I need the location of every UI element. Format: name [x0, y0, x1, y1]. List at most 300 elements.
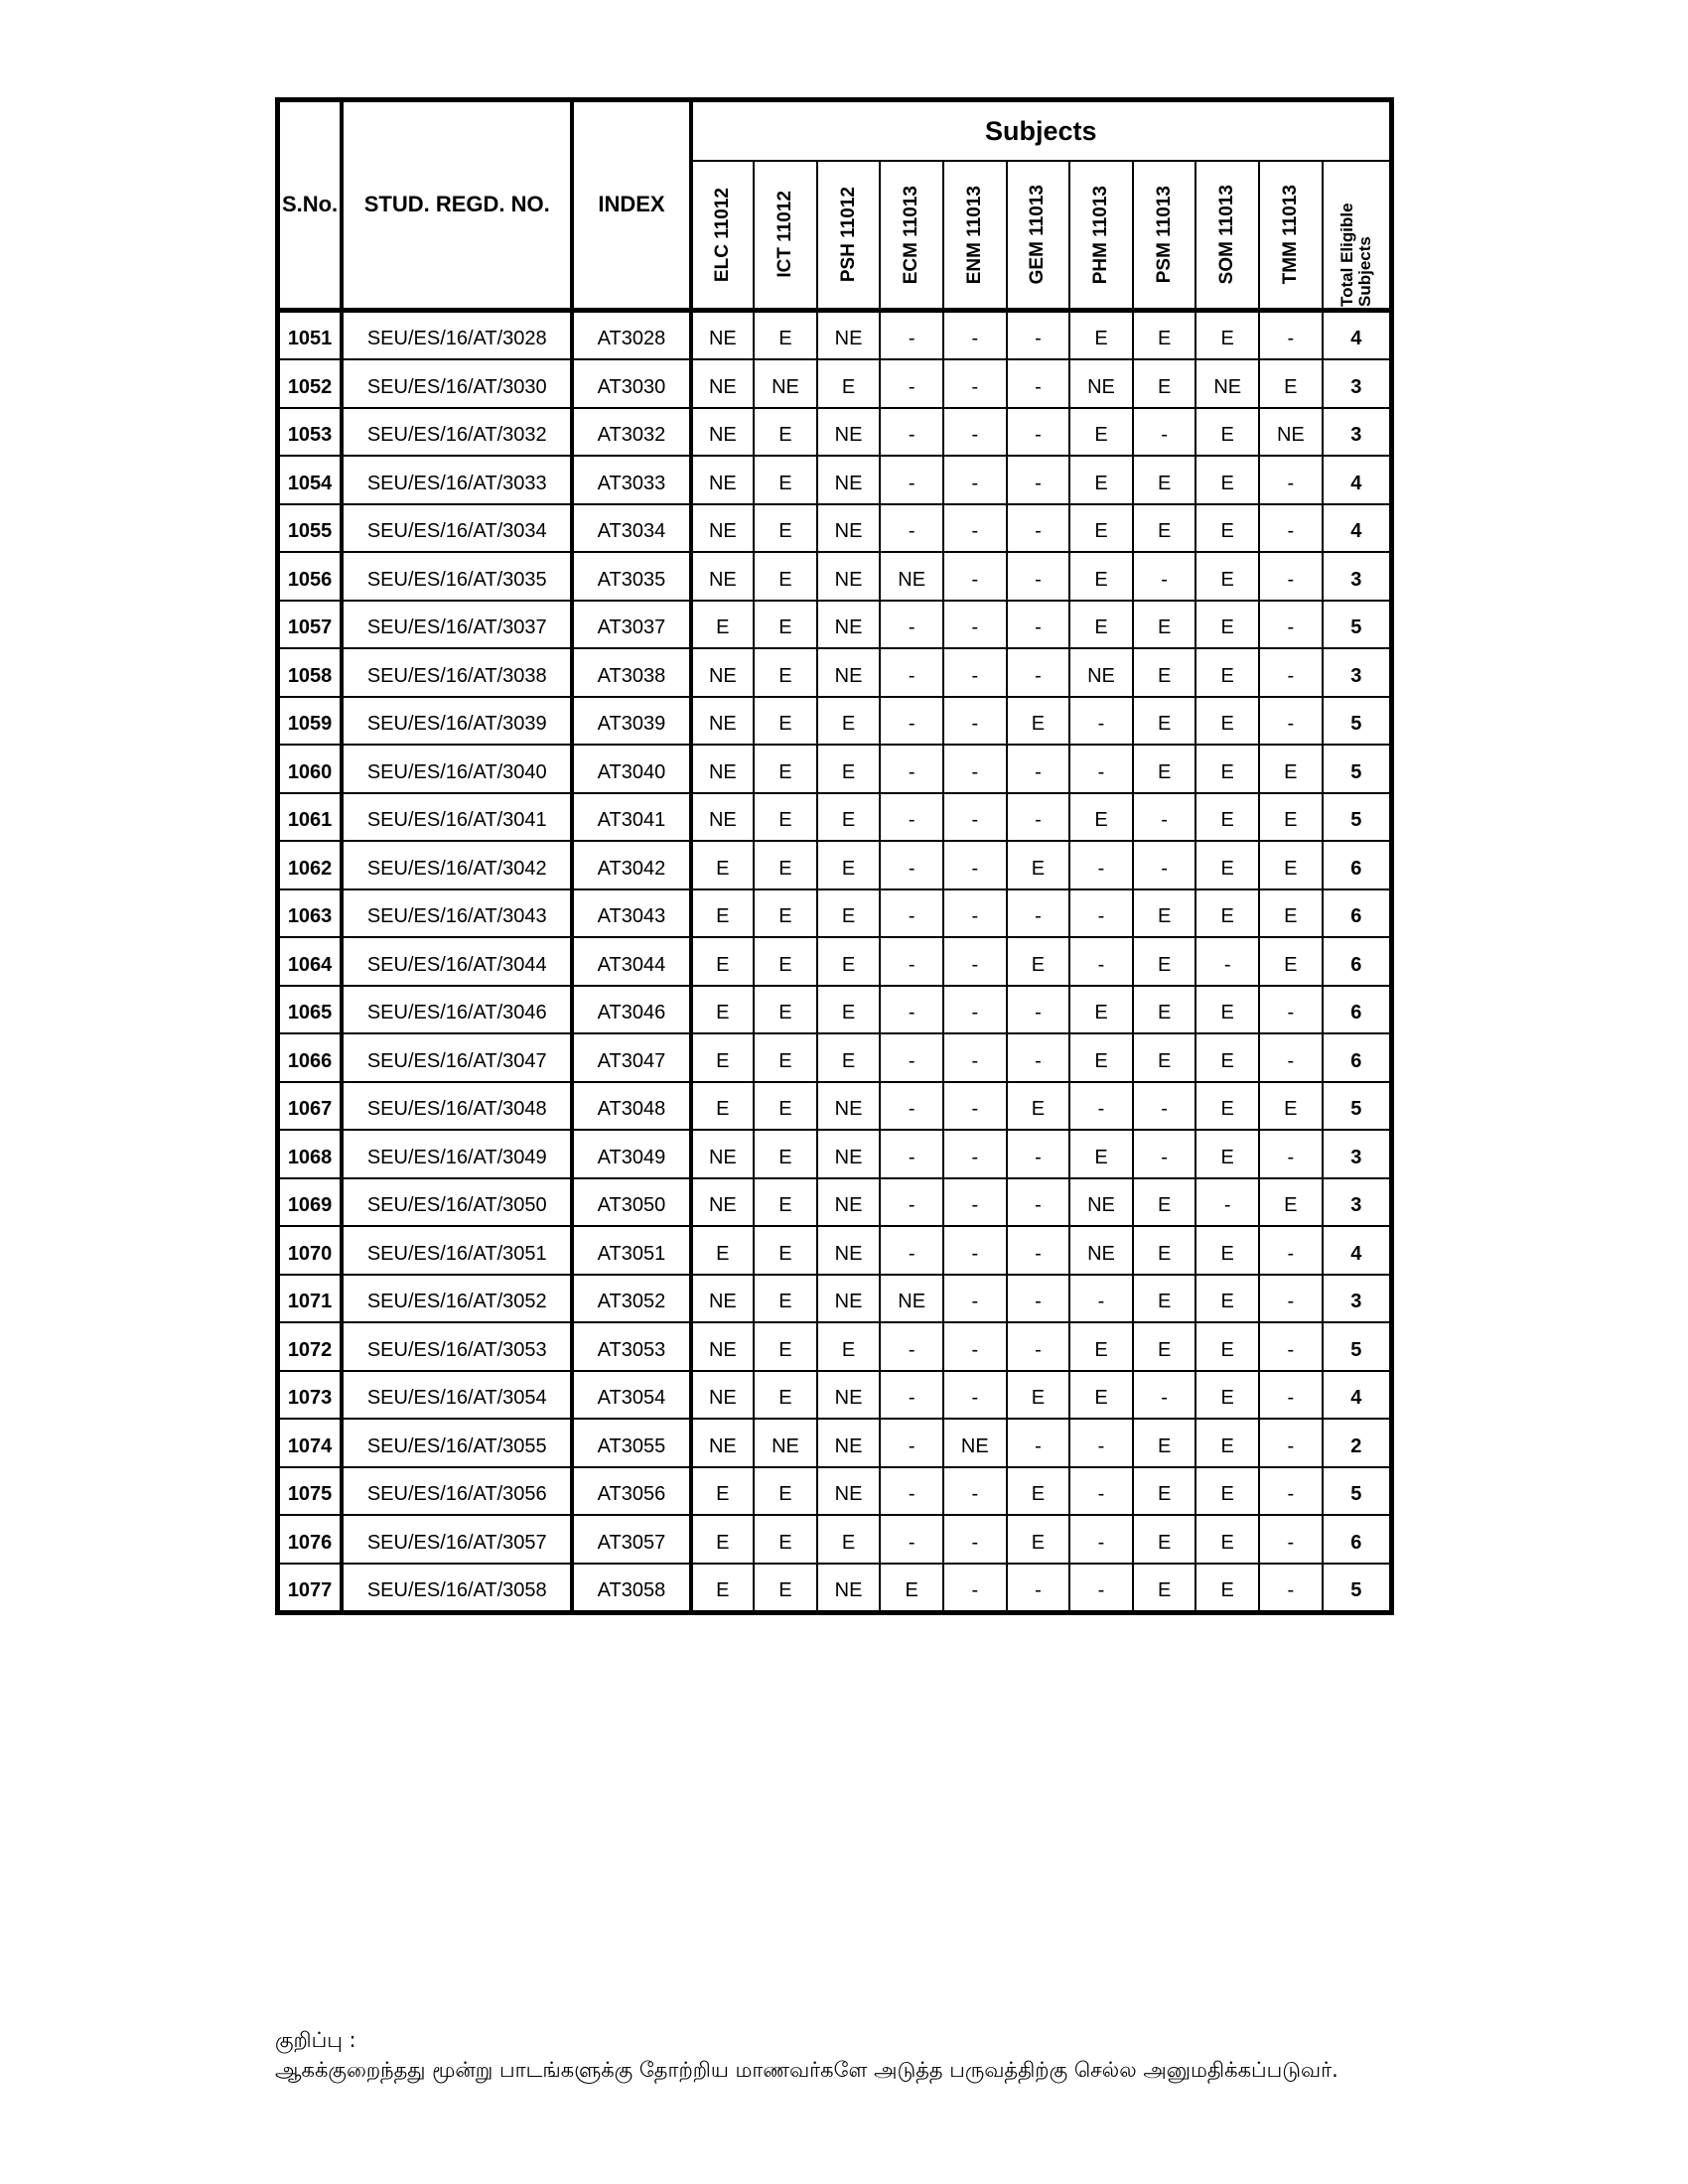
index-cell — [572, 456, 690, 504]
subject-mark-cell-text: NE — [708, 1194, 737, 1217]
subject-mark-cell — [817, 889, 881, 938]
subject-mark-cell-text: NE — [834, 1387, 863, 1410]
total-header-label: Total Eligible Subjects — [1336, 203, 1374, 308]
subject-mark-cell-text: E — [1157, 905, 1172, 928]
subject-mark-cell — [943, 745, 1007, 793]
subject-mark-cell-text: - — [1287, 1242, 1295, 1265]
subject-mark-cell — [1007, 1467, 1070, 1516]
subject-mark-cell — [1007, 1130, 1070, 1178]
regno-cell — [342, 601, 572, 649]
subject-mark-cell-text: E — [1220, 1387, 1234, 1410]
subject-mark-cell — [1069, 1371, 1133, 1420]
subject-mark-cell — [1196, 456, 1259, 504]
subject-mark-cell — [1196, 1033, 1259, 1082]
subject-code-label: SOM 11013 — [1216, 185, 1238, 285]
regno-cell — [342, 841, 572, 889]
subject-mark-cell-text: - — [1287, 1387, 1295, 1410]
index-cell-text: AT3030 — [597, 375, 666, 398]
subject-mark-cell-text: - — [971, 664, 979, 687]
index-cell-text: AT3057 — [597, 1531, 666, 1554]
subject-mark-cell-text: - — [971, 1098, 979, 1121]
subject-mark-cell-text: - — [971, 760, 979, 783]
subject-mark-cell-text: E — [778, 953, 792, 976]
subject-mark-cell-text: - — [1097, 1531, 1105, 1554]
subject-mark-cell — [754, 1275, 817, 1323]
subject-mark-cell — [1259, 1564, 1323, 1613]
subject-mark-cell-text: E — [778, 1483, 792, 1506]
subject-mark-cell-text: NE — [834, 1098, 863, 1121]
subject-mark-cell-text: E — [841, 1531, 856, 1554]
subject-mark-cell — [943, 601, 1007, 649]
subject-mark-cell — [880, 697, 943, 746]
subject-mark-cell-text: NE — [834, 424, 863, 447]
subject-mark-cell — [691, 1178, 755, 1227]
subject-mark-cell-text: E — [778, 616, 792, 639]
subject-mark-cell — [691, 504, 755, 553]
subject-mark-cell — [817, 841, 881, 889]
subject-mark-cell — [754, 889, 817, 938]
subject-mark-cell — [1007, 648, 1070, 697]
sno-cell-text: 1073 — [287, 1387, 333, 1410]
subject-mark-cell-text: E — [1031, 953, 1046, 976]
subject-mark-cell — [1133, 1371, 1196, 1420]
subject-mark-cell-text: NE — [834, 1242, 863, 1265]
sno-cell-text: 1056 — [287, 568, 333, 591]
header-subject-code — [880, 161, 943, 310]
subject-mark-cell — [1069, 1419, 1133, 1467]
index-cell-text: AT3035 — [597, 568, 666, 591]
subject-mark-cell-text: E — [1094, 1338, 1108, 1361]
subject-mark-cell — [1196, 601, 1259, 649]
subject-mark-cell — [943, 408, 1007, 457]
eligibility-table — [275, 97, 1394, 1615]
subject-mark-cell — [1133, 697, 1196, 746]
subject-mark-cell — [754, 1419, 817, 1467]
subject-mark-cell-text: - — [1161, 1098, 1168, 1121]
subject-mark-cell-text: E — [778, 760, 792, 783]
sno-cell-text: 1061 — [287, 809, 333, 832]
subject-mark-cell — [754, 1033, 817, 1082]
subject-mark-cell-text: E — [778, 1002, 792, 1024]
subject-mark-cell — [1007, 504, 1070, 553]
subject-mark-cell-text: - — [1287, 1579, 1295, 1602]
subject-mark-cell — [691, 697, 755, 746]
subject-mark-cell — [943, 648, 1007, 697]
sno-cell — [278, 697, 343, 746]
subject-mark-cell — [1133, 1130, 1196, 1178]
table-row — [278, 552, 1392, 601]
index-cell — [572, 1322, 690, 1371]
subject-mark-cell-text: E — [1157, 375, 1172, 398]
subject-mark-cell — [1133, 745, 1196, 793]
subject-mark-cell — [1133, 1515, 1196, 1564]
subject-mark-cell — [754, 648, 817, 697]
subject-mark-cell-text: E — [1157, 1338, 1172, 1361]
regno-cell-text: SEU/ES/16/AT/3038 — [366, 664, 547, 687]
subject-mark-cell — [691, 310, 755, 359]
subject-mark-cell-text: E — [1157, 760, 1172, 783]
index-cell-text: AT3052 — [597, 1291, 666, 1313]
subject-mark-cell-text: E — [841, 809, 856, 832]
subject-mark-cell-text: E — [841, 857, 856, 880]
regno-cell — [342, 1467, 572, 1516]
subject-mark-cell-text: NE — [708, 713, 737, 736]
subject-mark-cell — [1069, 310, 1133, 359]
subject-code-label: ECM 11013 — [901, 185, 922, 284]
subject-mark-cell-text: E — [778, 857, 792, 880]
subject-mark-cell — [1133, 1467, 1196, 1516]
subject-mark-cell — [880, 793, 943, 842]
regno-cell — [342, 697, 572, 746]
subject-mark-cell — [943, 1371, 1007, 1420]
subject-mark-cell — [817, 1178, 881, 1227]
subject-mark-cell — [1007, 986, 1070, 1034]
subject-mark-cell-text: - — [908, 424, 915, 447]
index-cell — [572, 359, 690, 408]
subject-mark-cell-text: E — [1220, 664, 1234, 687]
subject-mark-cell — [1196, 937, 1259, 986]
subject-mark-cell-text: E — [1220, 1434, 1234, 1457]
subject-mark-cell-text: - — [971, 1291, 979, 1313]
subject-mark-cell-text: E — [1220, 857, 1234, 880]
sno-cell-text: 1052 — [287, 375, 333, 398]
subject-mark-cell — [1259, 1419, 1323, 1467]
subject-mark-cell — [1069, 1178, 1133, 1227]
subject-mark-cell-text: E — [778, 1387, 792, 1410]
sno-cell-text: 1067 — [287, 1098, 333, 1121]
subject-mark-cell-text: - — [1097, 760, 1105, 783]
subject-mark-cell — [1133, 648, 1196, 697]
subject-mark-cell — [1007, 1322, 1070, 1371]
subject-mark-cell — [1007, 1419, 1070, 1467]
regno-cell — [342, 1515, 572, 1564]
regno-cell-text: SEU/ES/16/AT/3053 — [366, 1338, 547, 1361]
subject-mark-cell — [817, 552, 881, 601]
subject-mark-cell-text: E — [778, 1291, 792, 1313]
subject-mark-cell — [1259, 456, 1323, 504]
subject-mark-cell — [880, 1564, 943, 1613]
subject-mark-cell-text: NE — [708, 809, 737, 832]
sno-cell-text: 1053 — [287, 424, 333, 447]
subject-mark-cell — [1133, 456, 1196, 504]
subject-mark-cell-text: E — [841, 905, 856, 928]
subject-mark-cell — [817, 1467, 881, 1516]
subject-mark-cell — [1069, 552, 1133, 601]
regno-cell — [342, 1564, 572, 1613]
subject-mark-cell — [1069, 1226, 1133, 1275]
subject-mark-cell — [754, 1564, 817, 1613]
table-row — [278, 1564, 1392, 1613]
subject-mark-cell — [943, 310, 1007, 359]
index-cell-text: AT3041 — [597, 809, 666, 832]
regno-cell-text: SEU/ES/16/AT/3030 — [366, 375, 547, 398]
subject-mark-cell-text: NE — [708, 568, 737, 591]
subject-mark-cell — [880, 552, 943, 601]
subject-mark-cell-text: - — [908, 1194, 915, 1217]
subject-mark-cell-text: - — [1035, 1338, 1042, 1361]
table-row — [278, 1226, 1392, 1275]
header-subject-code — [943, 161, 1007, 310]
sno-cell — [278, 1226, 343, 1275]
subject-mark-cell-text: E — [1031, 1098, 1046, 1121]
regno-cell-text: SEU/ES/16/AT/3044 — [366, 953, 547, 976]
subject-mark-cell — [1007, 889, 1070, 938]
subject-mark-cell-text: E — [841, 953, 856, 976]
subject-mark-cell-text: - — [1035, 1146, 1042, 1168]
subject-mark-cell — [1259, 1178, 1323, 1227]
index-cell — [572, 1082, 690, 1131]
sno-cell-text: 1068 — [287, 1146, 333, 1168]
subject-mark-cell-text: E — [1220, 1002, 1234, 1024]
subject-mark-cell — [1259, 552, 1323, 601]
index-cell-text: AT3055 — [597, 1434, 666, 1457]
subject-mark-cell-text: - — [908, 1146, 915, 1168]
subject-mark-cell — [691, 1467, 755, 1516]
subject-mark-cell-text: - — [1287, 472, 1295, 494]
sno-cell — [278, 1322, 343, 1371]
subject-mark-cell-text: E — [1157, 1049, 1172, 1072]
header-total — [1323, 161, 1392, 310]
subject-mark-cell — [691, 552, 755, 601]
sno-cell — [278, 1082, 343, 1131]
subject-mark-cell-text: E — [716, 1002, 730, 1024]
subject-mark-cell — [691, 889, 755, 938]
subject-mark-cell — [1133, 1419, 1196, 1467]
subject-mark-cell-text: - — [1287, 616, 1295, 639]
subject-mark-cell-text: E — [1220, 1049, 1234, 1072]
subject-mark-cell — [1007, 841, 1070, 889]
table-row — [278, 408, 1392, 457]
subject-mark-cell — [1259, 841, 1323, 889]
subject-mark-cell-text: E — [1284, 1194, 1298, 1217]
table-row — [278, 1515, 1392, 1564]
index-cell — [572, 552, 690, 601]
regno-cell-text: SEU/ES/16/AT/3056 — [366, 1483, 547, 1506]
subject-mark-cell-text: - — [1287, 1483, 1295, 1506]
subject-mark-cell-text: E — [841, 713, 856, 736]
subject-mark-cell — [943, 1467, 1007, 1516]
subject-mark-cell — [1196, 889, 1259, 938]
subject-mark-cell-text: - — [971, 1387, 979, 1410]
subject-mark-cell — [1007, 745, 1070, 793]
subject-mark-cell-text: - — [971, 1579, 979, 1602]
index-cell-text: AT3051 — [597, 1242, 666, 1265]
subject-mark-cell — [880, 1515, 943, 1564]
subject-mark-cell-text: E — [1031, 1483, 1046, 1506]
total-cell — [1323, 1275, 1392, 1323]
subject-mark-cell-text: - — [971, 375, 979, 398]
subject-mark-cell — [880, 456, 943, 504]
regno-cell-text: SEU/ES/16/AT/3055 — [366, 1434, 547, 1457]
total-cell — [1323, 1419, 1392, 1467]
subject-mark-cell-text: - — [971, 1338, 979, 1361]
subject-code-label: ELC 11012 — [711, 187, 733, 282]
subject-mark-cell — [880, 408, 943, 457]
subject-mark-cell — [817, 1564, 881, 1613]
subject-mark-cell-text: - — [1097, 905, 1105, 928]
header-sno: S.No. — [278, 100, 343, 311]
subject-mark-cell-text: - — [971, 1049, 979, 1072]
subject-mark-cell — [1259, 1033, 1323, 1082]
regno-cell-text: SEU/ES/16/AT/3033 — [366, 472, 547, 494]
subject-mark-cell — [1133, 937, 1196, 986]
subject-mark-cell — [1259, 1515, 1323, 1564]
header-subject-code — [1069, 161, 1133, 310]
subject-mark-cell — [1069, 1322, 1133, 1371]
total-cell-text: 3 — [1350, 1291, 1362, 1313]
subject-mark-cell — [817, 697, 881, 746]
subject-mark-cell-text: NE — [834, 568, 863, 591]
subject-mark-cell-text: E — [716, 1049, 730, 1072]
index-cell — [572, 937, 690, 986]
subject-mark-cell-text: NE — [708, 472, 737, 494]
total-cell-text: 4 — [1350, 472, 1362, 494]
subject-mark-cell-text: E — [1284, 1098, 1298, 1121]
header-subjects: Subjects — [691, 100, 1392, 162]
total-cell — [1323, 310, 1392, 359]
subject-mark-cell — [1069, 937, 1133, 986]
subject-mark-cell — [754, 456, 817, 504]
subject-mark-cell — [817, 310, 881, 359]
subject-mark-cell — [880, 1371, 943, 1420]
subject-mark-cell — [1259, 310, 1323, 359]
subject-mark-cell — [943, 937, 1007, 986]
subject-mark-cell-text: E — [716, 1242, 730, 1265]
subject-mark-cell-text: - — [971, 568, 979, 591]
subject-mark-cell-text: E — [1031, 713, 1046, 736]
subject-mark-cell-text: - — [1035, 905, 1042, 928]
subject-mark-cell-text: - — [1161, 424, 1168, 447]
subject-mark-cell-text: E — [778, 1579, 792, 1602]
total-cell — [1323, 1564, 1392, 1613]
regno-cell-text: SEU/ES/16/AT/3046 — [366, 1002, 547, 1024]
subject-mark-cell — [1133, 1275, 1196, 1323]
regno-cell — [342, 1226, 572, 1275]
subject-mark-cell-text: E — [1220, 1338, 1234, 1361]
subject-mark-cell — [1133, 1322, 1196, 1371]
regno-cell — [342, 1322, 572, 1371]
subject-mark-cell-text: E — [1157, 1002, 1172, 1024]
subject-mark-cell-text: - — [971, 857, 979, 880]
table-row — [278, 697, 1392, 746]
subject-mark-cell-text: NE — [1087, 664, 1115, 687]
subject-mark-cell-text: NE — [1213, 375, 1242, 398]
subject-mark-cell-text: - — [908, 520, 915, 543]
subject-mark-cell — [1069, 408, 1133, 457]
subject-mark-cell-text: E — [778, 1338, 792, 1361]
sno-cell — [278, 1515, 343, 1564]
subject-mark-cell-text: E — [778, 472, 792, 494]
subject-mark-cell — [880, 1178, 943, 1227]
regno-cell — [342, 552, 572, 601]
header-subject-code — [1133, 161, 1196, 310]
sno-cell-text: 1072 — [287, 1338, 333, 1361]
index-cell — [572, 1515, 690, 1564]
regno-cell-text: SEU/ES/16/AT/3047 — [366, 1049, 547, 1072]
regno-cell — [342, 986, 572, 1034]
header-subject-code — [1007, 161, 1070, 310]
total-cell-text: 6 — [1350, 905, 1362, 928]
subject-mark-cell-text: - — [1035, 472, 1042, 494]
subject-mark-cell-text: E — [1220, 1291, 1234, 1313]
regno-cell-text: SEU/ES/16/AT/3048 — [366, 1098, 547, 1121]
subject-mark-cell — [1133, 310, 1196, 359]
subject-mark-cell-text: E — [1284, 905, 1298, 928]
subject-mark-cell-text: NE — [834, 520, 863, 543]
subject-mark-cell — [691, 456, 755, 504]
sno-cell-text: 1059 — [287, 713, 333, 736]
subject-mark-cell-text: E — [1157, 1242, 1172, 1265]
subject-mark-cell — [754, 408, 817, 457]
regno-cell — [342, 1178, 572, 1227]
subject-mark-cell-text: E — [778, 1531, 792, 1554]
subject-mark-cell — [1259, 1322, 1323, 1371]
subject-mark-cell-text: - — [1287, 568, 1295, 591]
subject-mark-cell-text: NE — [708, 1434, 737, 1457]
subject-mark-cell-text: E — [1094, 472, 1108, 494]
index-cell — [572, 648, 690, 697]
subject-mark-cell — [1196, 310, 1259, 359]
subject-mark-cell-text: E — [778, 1049, 792, 1072]
subject-mark-cell — [1196, 1178, 1259, 1227]
total-cell — [1323, 648, 1392, 697]
table-row — [278, 1371, 1392, 1420]
subject-mark-cell — [1133, 408, 1196, 457]
subject-mark-cell-text: NE — [834, 328, 863, 350]
subject-mark-cell-text: E — [778, 905, 792, 928]
subject-mark-cell — [1069, 889, 1133, 938]
subject-mark-cell-text: - — [971, 1531, 979, 1554]
subject-mark-cell-text: - — [1035, 1434, 1042, 1457]
total-cell — [1323, 1178, 1392, 1227]
subject-mark-cell — [754, 1322, 817, 1371]
subject-mark-cell — [943, 889, 1007, 938]
total-cell-text: 3 — [1350, 664, 1362, 687]
subject-mark-cell-text: E — [1220, 713, 1234, 736]
subject-mark-cell — [1007, 1275, 1070, 1323]
subject-mark-cell — [754, 1130, 817, 1178]
subject-mark-cell-text: E — [778, 1146, 792, 1168]
subject-mark-cell-text: - — [1035, 568, 1042, 591]
subject-mark-cell-text: NE — [834, 664, 863, 687]
subject-mark-cell — [1007, 1082, 1070, 1131]
subject-mark-cell — [1069, 745, 1133, 793]
header-regno: STUD. REGD. NO. — [342, 100, 572, 311]
regno-cell — [342, 1033, 572, 1082]
subject-mark-cell — [691, 1322, 755, 1371]
regno-cell — [342, 310, 572, 359]
subject-mark-cell — [943, 1130, 1007, 1178]
subject-mark-cell-text: NE — [834, 472, 863, 494]
subject-mark-cell — [1196, 1130, 1259, 1178]
subject-mark-cell-text: - — [908, 1242, 915, 1265]
subject-mark-cell-text: - — [1035, 809, 1042, 832]
sno-cell-text: 1071 — [287, 1291, 333, 1313]
index-cell — [572, 745, 690, 793]
subject-mark-cell-text: E — [778, 1098, 792, 1121]
subject-mark-cell-text: - — [908, 375, 915, 398]
header-index: INDEX — [572, 100, 690, 311]
subject-mark-cell — [691, 1515, 755, 1564]
subject-mark-cell-text: - — [908, 616, 915, 639]
table-row — [278, 359, 1392, 408]
subject-mark-cell — [1259, 697, 1323, 746]
total-cell — [1323, 697, 1392, 746]
subject-mark-cell — [1259, 648, 1323, 697]
sno-cell — [278, 408, 343, 457]
regno-cell — [342, 1371, 572, 1420]
subject-mark-cell — [1007, 1178, 1070, 1227]
